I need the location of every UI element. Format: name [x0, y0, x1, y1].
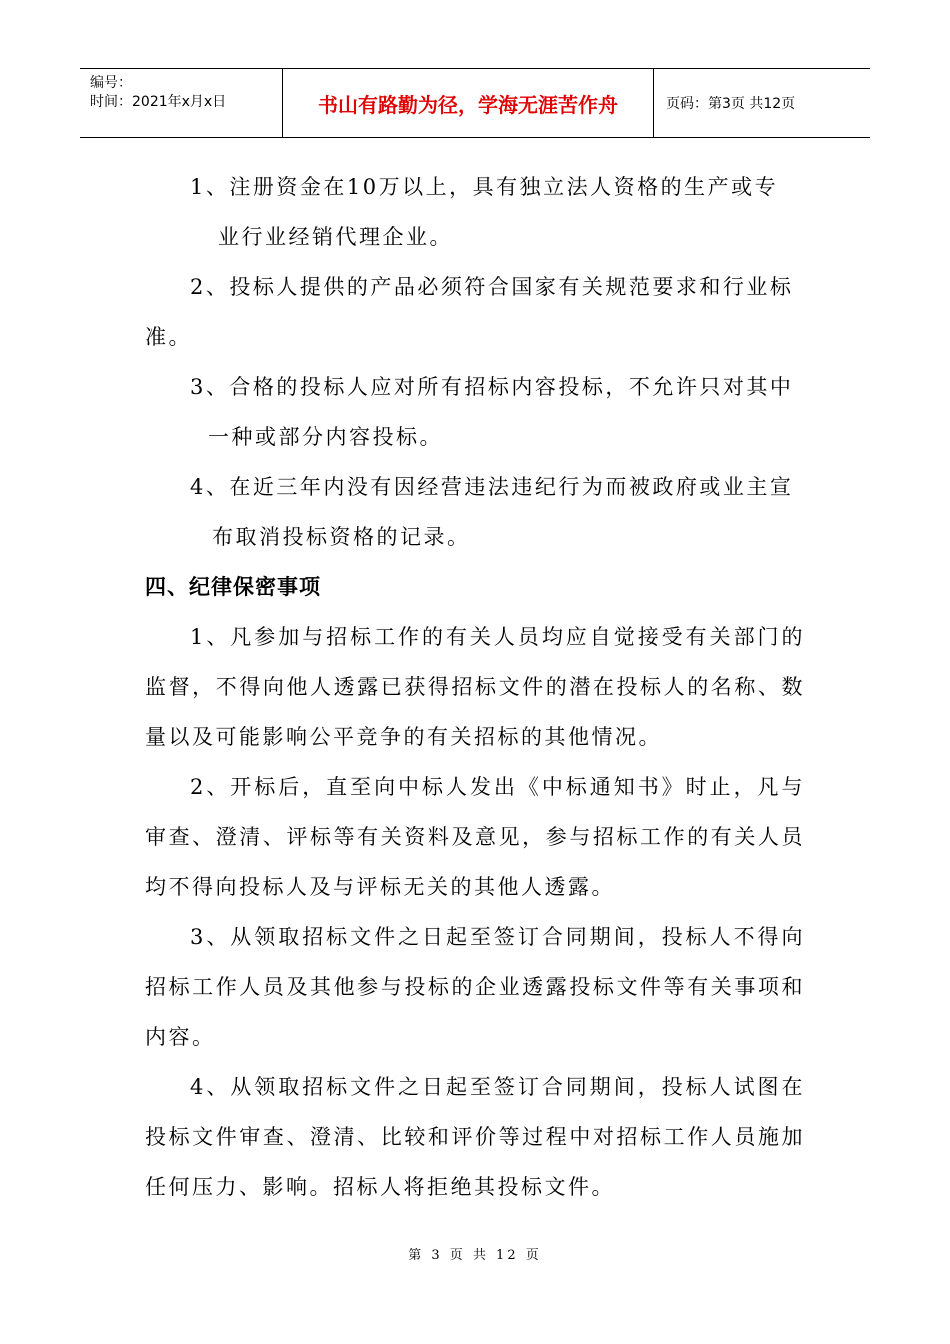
list-item: 3、合格的投标人应对所有招标内容投标，不允许只对其中 一种或部分内容投标。 [190, 375, 794, 449]
header-meta [80, 69, 281, 137]
page-footer: 第 3 页 共 12 页 [408, 1248, 542, 1263]
page-header [80, 68, 870, 138]
section-heading: 四、纪律保密事项 [145, 575, 321, 599]
paragraph: 2、开标后，直至向中标人发出《中标通知书》时止，凡与审查、澄清、评标等有关资料及意见，参与招标工作的有关人员均不得向投标人及与评标无关的其他人透露。 [145, 775, 805, 899]
header-motto: 书山有路勤为径，学海无涯苦作舟 [282, 69, 654, 137]
paragraph: 3、从领取招标文件之日起至签订合同期间，投标人不得向招标工作人员及其他参与投标的企业透露投标文件等有关事项和内容。 [145, 925, 805, 1049]
header-page-info: 页码：第3页 共12页 [666, 96, 796, 112]
paragraph: 4、从领取招标文件之日起至签订合同期间，投标人试图在投标文件审查、澄清、比较和评价等过程中对招标工作人员施加任何压力、影响。招标人将拒绝其投标文件。 [145, 1075, 805, 1199]
serial-number-label: 编号： [90, 75, 132, 91]
list-item: 1、注册资金在10万以上，具有独立法人资格的生产或专 业行业经销代理企业。 [190, 175, 779, 249]
list-item: 4、在近三年内没有因经营违法违纪行为而被政府或业主宣 布取消投标资格的记录。 [190, 475, 794, 549]
date-label: 时间：2021年x月x日 [90, 94, 227, 110]
paragraph: 1、凡参加与招标工作的有关人员均应自觉接受有关部门的监督，不得向他人透露已获得招标文件的潜在投标人的名称、数量以及可能影响公平竞争的有关招标的其他情况。 [145, 625, 805, 749]
document-body [145, 162, 805, 1212]
list-item: 2、投标人提供的产品必须符合国家有关规范要求和行业标 准。 [145, 275, 794, 349]
